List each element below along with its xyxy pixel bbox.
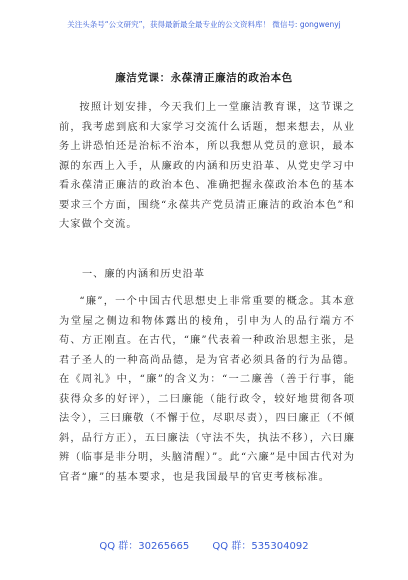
footer-qq-groups xyxy=(20,537,388,552)
section-paragraph: “廉”，一个中国古代思想史上非常重要的概念。其本意为堂屋之侧边和物体露出的棱角，引申为人的品行端方不苟、方正刚直。在古代，“廉”代表着一种政治思想主张，是君子圣人的一种高尚品德，是为官者必须具备的行为品德。在《周礼》中，“廉”的含义为：“一二廉善（善于行事，能获得众多的好评），二曰廉能（能行政令，较好地贯彻各项法令），三曰廉敬（不懈于位，尽职尽责），四曰廉正（不倾斜，品行方正），五曰廉法（守法不失，执法不移），六曰廉辨（临事是非分明，头脑清醒）”。此“六廉”是中国古代对为官者“廉”的基本要求，也是我国最早的官吏考核标准。 xyxy=(59,296,355,483)
document-title: 廉洁党课：永葆清正廉洁的政治本色 xyxy=(115,72,293,84)
intro-paragraph: 按照计划安排，今天我们上一堂廉洁教育课，这节课之前，我考虑到底和大家学习交流什么话题，想来想去，从业务上讲恐怕还是治标不治本，所以我想从党员的意识，最本源的东西上入手，从廉政的内涵和历史沿革、从党史学习中看永葆清正廉洁的政治本色、准确把握永葆政治本色的基本要求三个方面，围绕“永葆共产党员清正廉洁的政治本色”和大家做个交流。 xyxy=(59,102,355,230)
section-heading: 一、廉的内涵和历史沿革 xyxy=(82,269,206,280)
footer-qq-group-2: QQ 群：535304092 xyxy=(212,541,309,552)
header-promo-note: 关注头条号“公文研究”，获得最新最全最专业的公文资料库！ 微信号: gongwenyj xyxy=(67,20,341,29)
section-paragraph-block xyxy=(59,292,355,487)
footer-qq-group-1: QQ 群：30265665 xyxy=(99,541,190,552)
intro-paragraph-block xyxy=(59,98,355,235)
